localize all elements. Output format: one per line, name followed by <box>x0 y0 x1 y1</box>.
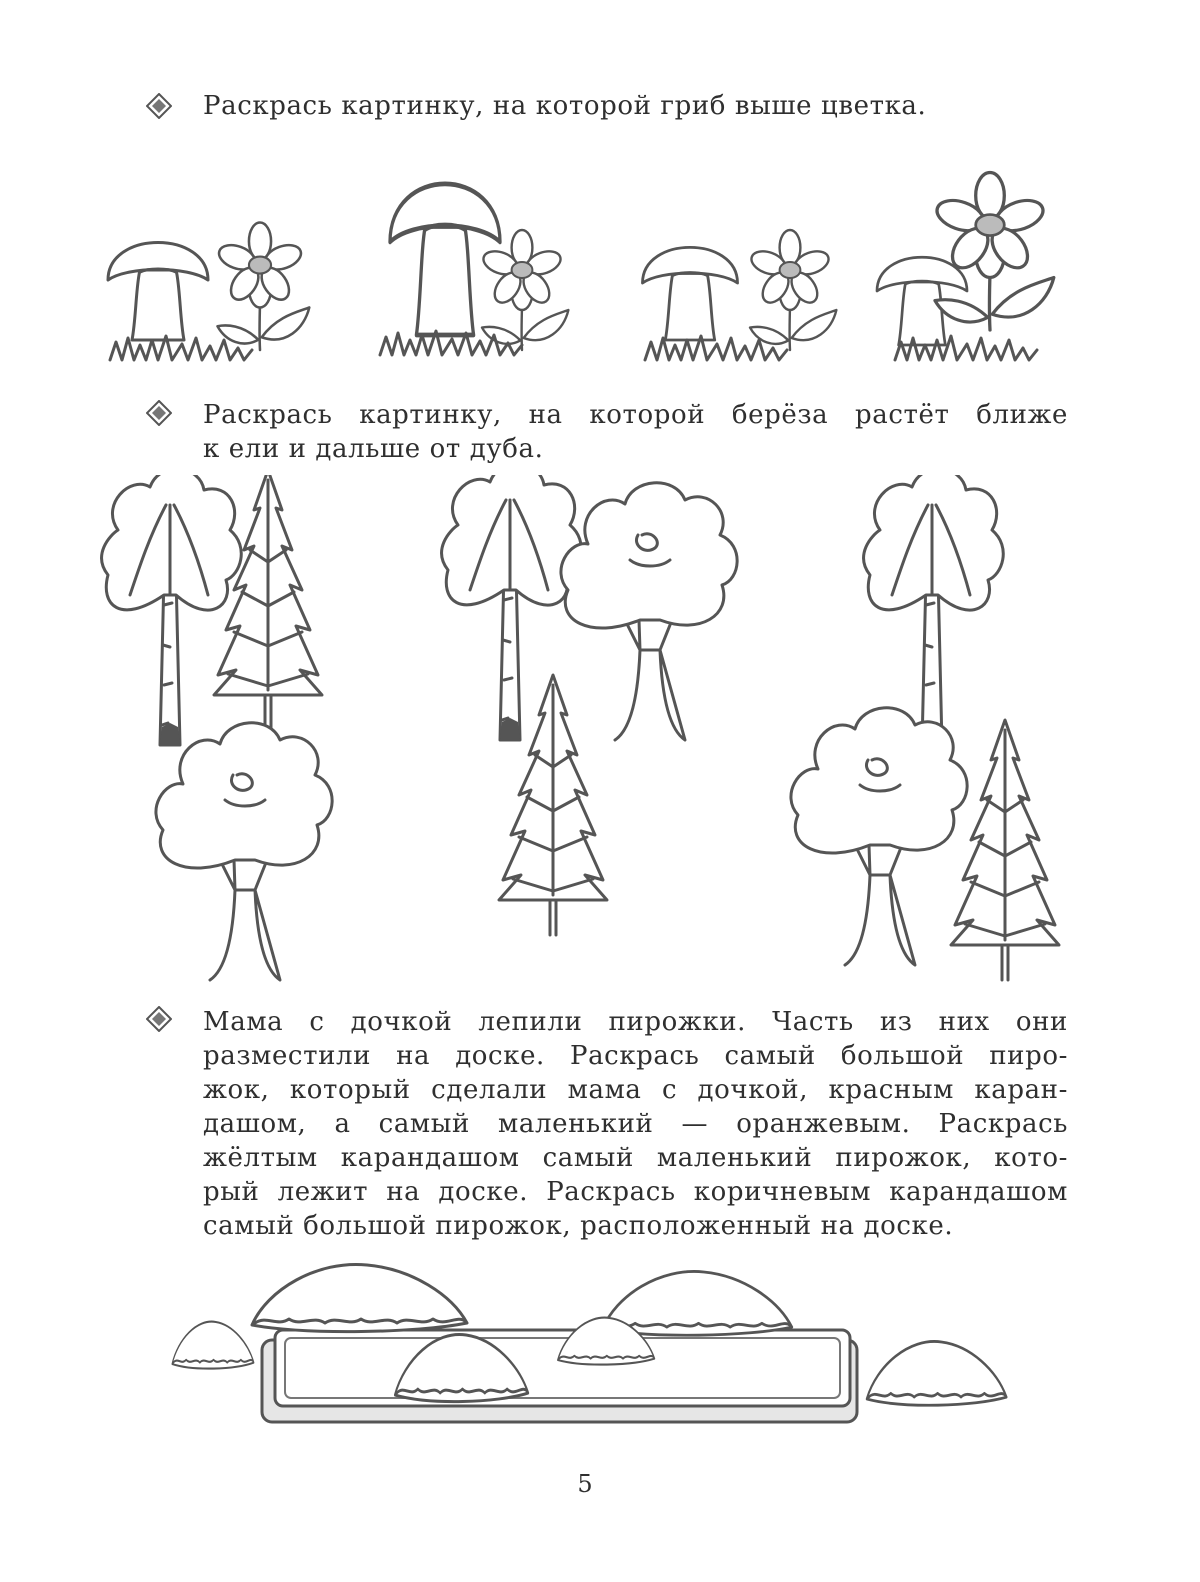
task2-bullet-icon <box>146 400 172 426</box>
task3-line: жёлтым карандашом самый маленький пирожок, кото- <box>203 1143 1068 1173</box>
picture-3-trees[interactable] <box>791 475 1059 980</box>
task2-line: к ели и дальше от дуба. <box>203 434 544 464</box>
task3-line: жок, который сделали мама с дочкой, красным каран- <box>203 1075 1068 1105</box>
task3-line: Мама с дочкой лепили пирожки. Часть из них они <box>203 1007 1068 1037</box>
page-number: 5 <box>577 1470 593 1498</box>
picture-1-mushroom-lower[interactable] <box>108 223 309 361</box>
mushroom-flower-pictures <box>0 135 1200 395</box>
picture-1-trees[interactable] <box>102 475 333 980</box>
task1-text: Раскрась картинку, на которой гриб выше цветка. <box>203 91 927 121</box>
task3-line: дашом, а самый маленький — оранжевым. Раскрась <box>203 1109 1068 1139</box>
picture-2-trees[interactable] <box>442 475 738 935</box>
task3-line: самый большой пирожок, расположенный на доске. <box>203 1211 954 1241</box>
pie-large-left[interactable] <box>252 1264 467 1331</box>
task3-line: рый лежит на доске. Раскрась коричневым карандашом <box>203 1177 1068 1207</box>
picture-2-mushroom-taller[interactable] <box>380 184 568 355</box>
task2-text <box>203 398 1068 466</box>
pies-board-picture <box>0 1260 1200 1430</box>
tree-pictures <box>0 475 1200 985</box>
task3-text <box>203 1005 1068 1243</box>
picture-3-mushroom-lower[interactable] <box>643 230 837 360</box>
board <box>262 1330 857 1422</box>
pie-small-right[interactable] <box>867 1341 1007 1405</box>
pie-small-left[interactable] <box>172 1322 254 1369</box>
task1-bullet-icon <box>146 93 172 119</box>
task2-line: Раскрась картинку, на которой берёза растёт ближе <box>203 400 1068 430</box>
pie-large-right[interactable] <box>603 1271 792 1335</box>
task3-bullet-icon <box>146 1006 172 1032</box>
task3-line: разместили на доске. Раскрась самый большой пиро- <box>203 1041 1068 1071</box>
picture-4-flower-taller[interactable] <box>877 173 1054 361</box>
